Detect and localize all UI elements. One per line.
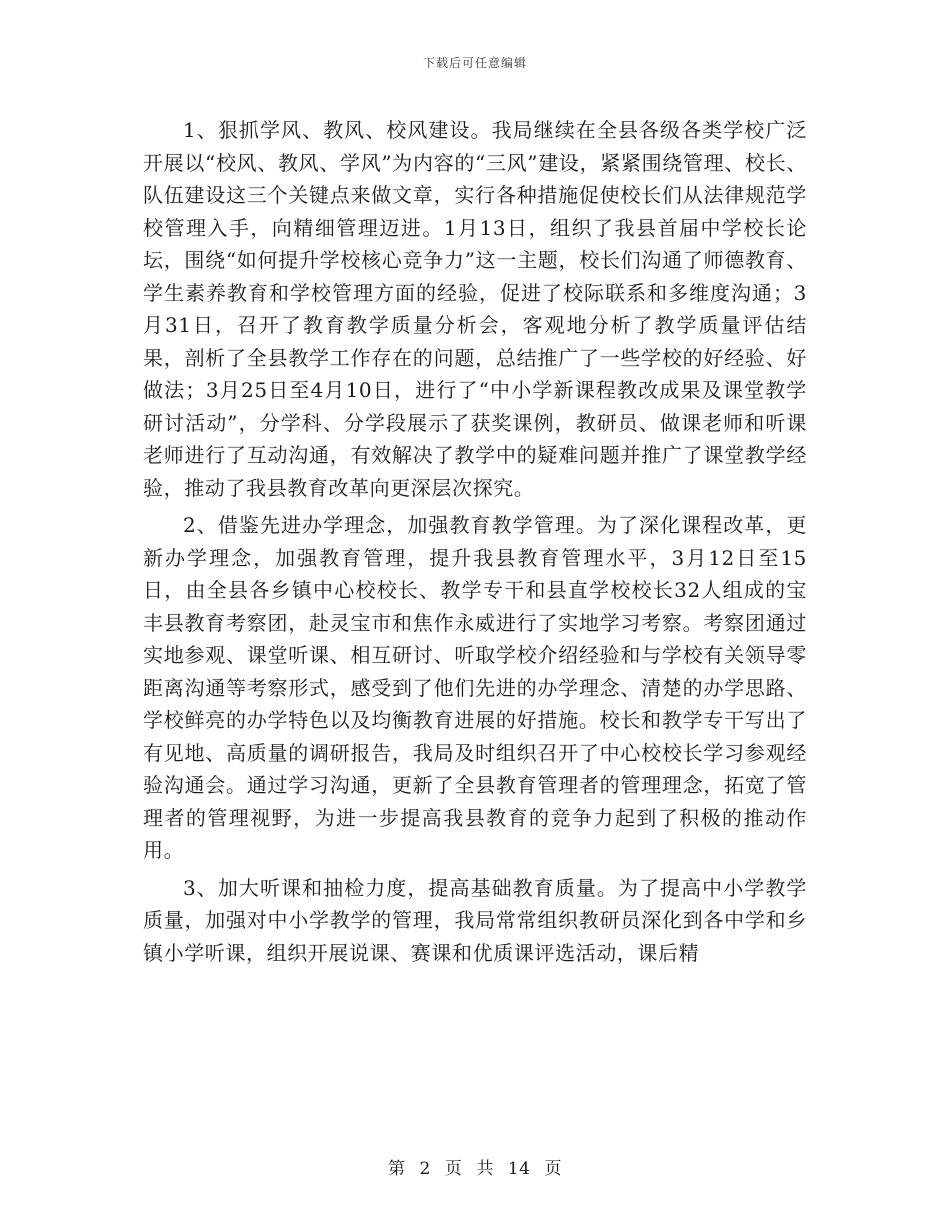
- paragraph-3: 3、加大听课和抽检力度，提高基础教育质量。为了提高中小学教学质量，加强对中小学教学的管理，我局常常组织教研员深化到各中学和乡镇小学听课，组织开展说课、赛课和优质课评选活动，课后精: [143, 875, 807, 965]
- footer-ye-2: 页: [544, 1159, 562, 1179]
- document-body: [143, 114, 807, 969]
- footer-gong: 共: [476, 1159, 494, 1179]
- page-footer: [0, 1154, 950, 1179]
- paragraph-2: 2、借鉴先进办学理念，加强教育教学管理。为了深化课程改革，更新办学理念，加强教育管理，提升我县教育管理水平，3月12日至15日，由全县各乡镇中心校校长、教学专干和县直学校校长32人组成的宝丰县教育考察团，赴灵宝市和焦作永威进行了实地学习考察。考察团通过实地参观、课堂听课、相互研讨、听取学校介绍经验和与学校有关领导零距离沟通等考察形式，感受到了他们先进的办学理念、清楚的办学思路、学校鲜亮的办学特色以及均衡教育进展的好措施。校长和教学专干写出了有见地、高质量的调研报告，我局及时组织召开了中心校校长学习参观经验沟通会。通过学习沟通，更新了全县教育管理者的管理理念，拓宽了管理者的管理视野，为进一步提高我县教育的竞争力起到了积极的推动作用。: [143, 513, 807, 862]
- paragraph-1: 1、狠抓学风、教风、校风建设。我局继续在全县各级各类学校广泛开展以“校风、教风、学风”为内容的“三风”建设，紧紧围绕管理、校长、队伍建设这三个关键点来做文章，实行各种措施促使校长们从法律规范学校管理入手，向精细管理迈进。1月13日，组织了我县首届中学校长论坛，围绕“如何提升学校核心竞争力”这一主题，校长们沟通了师德教育、学生素养教育和学校管理方面的经验，促进了校际联系和多维度沟通；3月31日，召开了教育教学质量分析会，客观地分析了教学质量评估结果，剖析了全县教学工作存在的问题，总结推广了一些学校的好经验、好做法；3月25日至4月10日，进行了“中小学新课程教改成果及课堂教学研讨活动”，分学科、分学段展示了获奖课例，教研员、做课老师和听课老师进行了互动沟通，有效解决了教学中的疑难问题并推广了课堂教学经验，推动了我县教育改革向更深层次探究。: [143, 118, 807, 500]
- page-header: 下载后可任意编辑: [422, 56, 527, 70]
- total-page-count: 14: [507, 1159, 531, 1179]
- current-page-number: 2: [419, 1159, 431, 1179]
- footer-di: 第: [388, 1159, 406, 1179]
- footer-ye: 页: [444, 1159, 463, 1179]
